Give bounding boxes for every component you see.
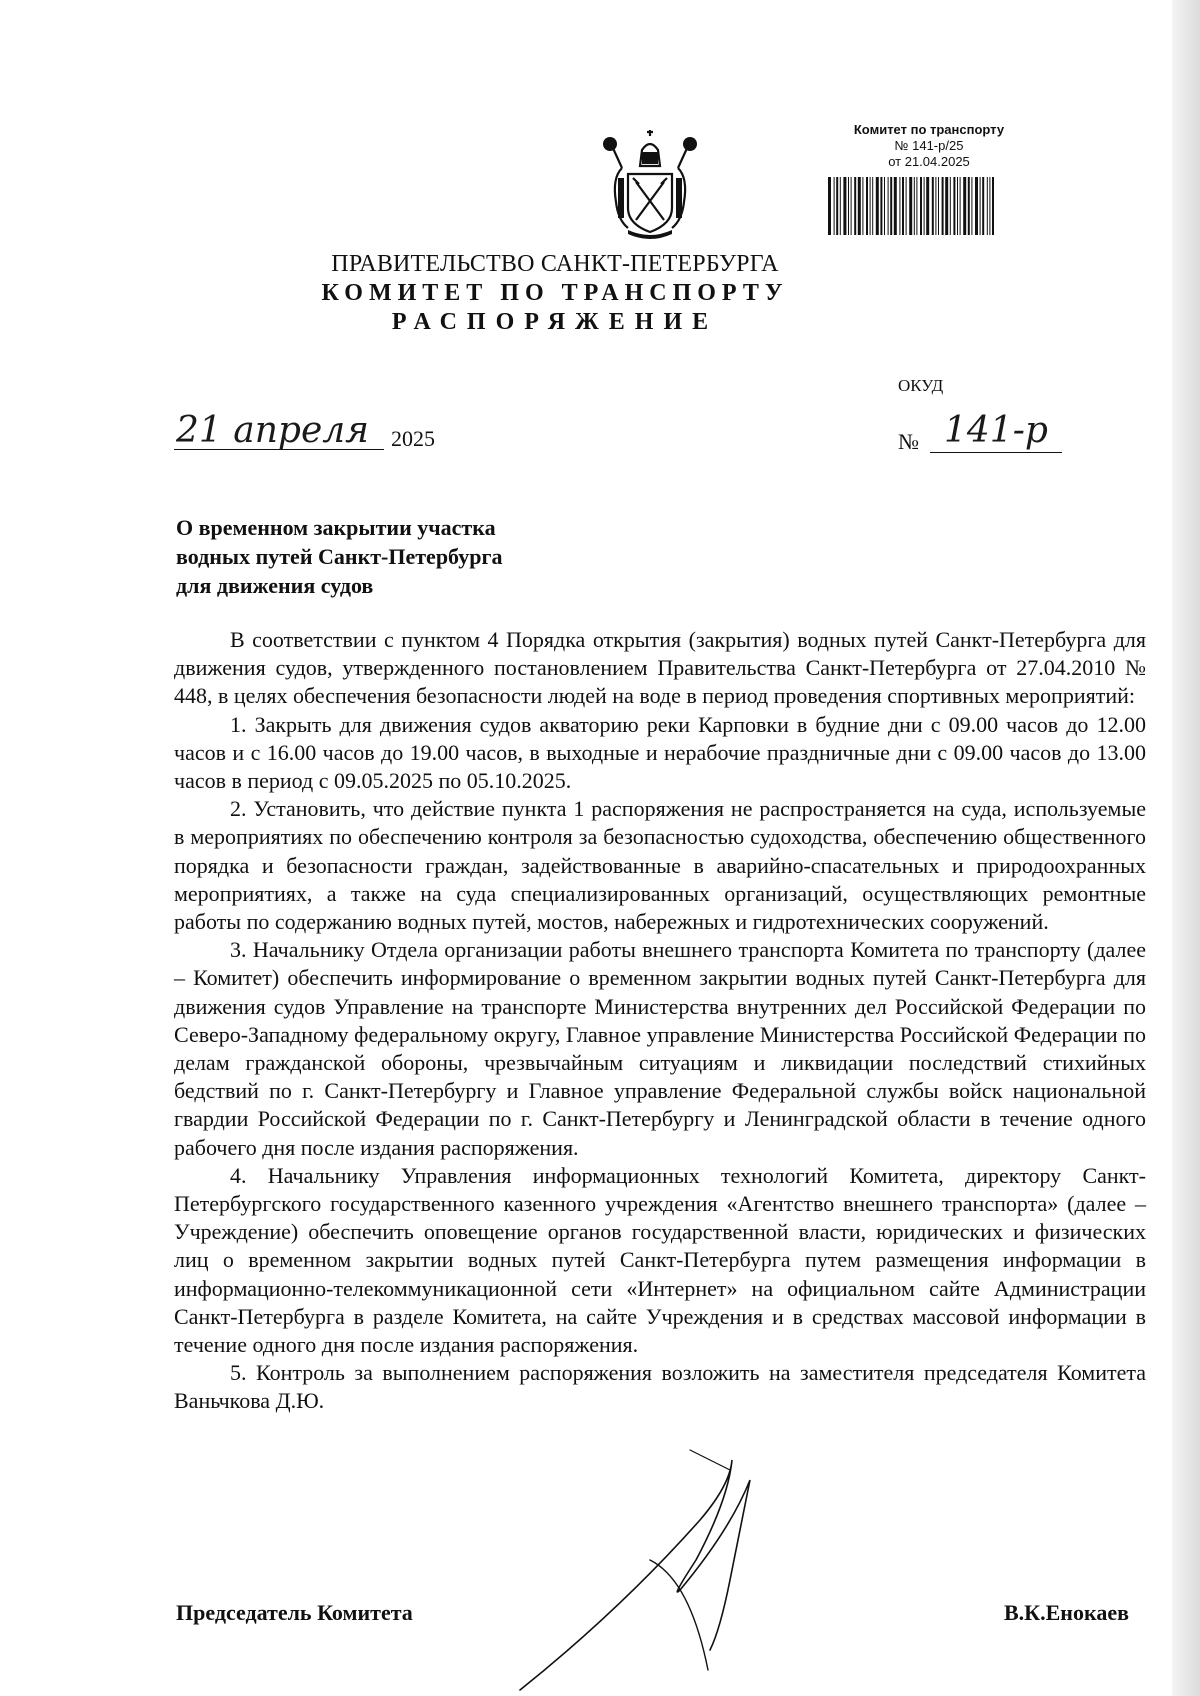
- barcode-bar: [840, 177, 841, 235]
- number-underline: [930, 452, 1062, 453]
- stamp-reg-number: № 141-р/25: [894, 138, 964, 153]
- barcode-bar: [870, 177, 871, 235]
- barcode-bar: [987, 177, 988, 235]
- signatory-name: В.К.Енокаев: [1004, 1600, 1129, 1625]
- barcode-bar: [894, 177, 897, 235]
- barcode: [826, 177, 1034, 235]
- barcode-bar: [884, 177, 885, 235]
- barcode-bar: [843, 177, 846, 235]
- document-type-title: РАСПОРЯЖЕНИЕ: [391, 309, 719, 335]
- barcode-bar: [828, 177, 831, 235]
- barcode-bar: [914, 177, 915, 235]
- barcode-bar: [932, 177, 934, 235]
- clause-2: 2. Установить, что действие пункта 1 распоряжения не распространяется на суда, используемые в мероприятиях по обеспечению контроля за безопасностью судоходства, обеспечению общественного порядка и безопасности граждан, задействованные в аварийно-спасательных и природоохранных мероприятиях, а также на суда специализированных организаций, осуществляющих ремонтные работы по содержанию водных путей, мостов, набережных и гидротехнических сооружений.: [174, 796, 1146, 935]
- handwritten-number: 141-р: [944, 410, 1048, 451]
- barcode-bar: [890, 177, 892, 235]
- barcode-bar: [942, 177, 944, 235]
- barcode-bar: [899, 177, 900, 235]
- barcode-bar: [968, 177, 970, 235]
- signatory-title: Председатель Комитета: [176, 1600, 413, 1625]
- barcode-bar: [945, 177, 948, 235]
- number-sign: №: [898, 429, 919, 454]
- date-year: 2025: [391, 426, 435, 451]
- barcode-bar: [924, 177, 925, 235]
- document-subject: [176, 513, 502, 600]
- subject-line: водных путей Санкт-Петербурга: [176, 544, 503, 569]
- clause-4: 4. Начальнику Управления информационных технологий Комитета, директору Санкт-Петербургского государственного казенного учреждения «Агентство внешнего транспорта» (далее – Учреждение) обеспечить оповещение органов государственной власти, юридических и физических лиц о временном закрытии водных путей Санкт-Петербурга путем размещения информации в информационно-телекоммуникационной сети «Интернет» на официальном сайте Администрации Санкт-Петербурга в разделе Комитета, на сайте Учреждения и в средствах массовой информации в течение одного дня после издания распоряжения.: [174, 1162, 1146, 1358]
- clause-1: 1. Закрыть для движения судов акваторию реки Карповки в будние дни с 09.00 часов до 12.00 часов и с 16.00 часов до 19.00 часов, в выходные и нерабочие праздничные дни с 09.00 часов до 13.00 часов в период с 09.05.2025 по 05.10.2025.: [174, 711, 1146, 794]
- registration-stamp: [822, 122, 1036, 170]
- preamble-paragraph: В соответствии с пунктом 4 Порядка открытия (закрытия) водных путей Санкт-Петербурга для движения судов, утвержденного постановлением Правительства Санкт-Петербурга от 27.04.2010 № 448, в целях обеспечения безопасности людей на воде в период проведения спортивных мероприятий:: [174, 627, 1146, 709]
- barcode-bar: [982, 177, 984, 235]
- barcode-bar: [880, 177, 882, 235]
- okud-label: ОКУД: [898, 376, 944, 395]
- coat-of-arms-emblem: [598, 128, 702, 240]
- barcode-bar: [862, 177, 863, 235]
- barcode-bar: [836, 177, 838, 235]
- committee-title: КОМИТЕТ ПО ТРАНСПОРТУ: [321, 280, 789, 306]
- handwritten-date: 21 апреля: [176, 410, 370, 451]
- handwritten-signature: [500, 1440, 800, 1696]
- clause-5: 5. Контроль за выполнением распоряжения возложить на заместителя председателя Комитета Ваньчкова Д.Ю.: [174, 1360, 1146, 1414]
- stamp-organization: Комитет по транспорту: [853, 122, 1005, 137]
- barcode-bar: [953, 177, 955, 235]
- barcode-bar: [834, 177, 835, 235]
- barcode-bar: [950, 177, 951, 235]
- barcode-bar: [909, 177, 912, 235]
- barcode-bar: [851, 177, 852, 235]
- clause-3: 3. Начальнику Отдела организации работы внешнего транспорта Комитета по транспорту (далее – Комитет) обеспечить информирование о временном закрытии водных путей Санкт-Петербурга для движения судов Управление на транспорте Министерства внутренних дел Российской Федерации по Северо-Западному федеральному округу, Главное управление Министерства Российской Федерации по делам гражданской обороны, чрезвычайным ситуациям и ликвидации последствий стихийных бедствий по г. Санкт-Петербургу и Главное управление Федеральной службы войск национальной гвардии Российской Федерации по г. Санкт-Петербургу и Ленинградской области в течение одного рабочего дня после издания распоряжения.: [174, 937, 1146, 1160]
- barcode-bar: [938, 177, 939, 235]
- document-body: [174, 626, 1146, 1416]
- barcode-bar: [960, 177, 961, 235]
- barcode-bar: [926, 177, 929, 235]
- barcode-bar: [866, 177, 868, 235]
- barcode-bar: [876, 177, 879, 235]
- barcode-bar: [935, 177, 936, 235]
- barcode-bar: [992, 177, 994, 235]
- barcode-bar: [957, 177, 958, 235]
- barcode-bar: [963, 177, 966, 235]
- date-underline: [174, 449, 384, 450]
- government-title: ПРАВИТЕЛЬСТВО САНКТ-ПЕТЕРБУРГА: [331, 251, 779, 277]
- subject-line: О временном закрытии участка: [176, 515, 496, 540]
- barcode-bar: [872, 177, 873, 235]
- barcode-bar: [854, 177, 856, 235]
- barcode-bar: [906, 177, 907, 235]
- barcode-bar: [971, 177, 972, 235]
- barcode-bar: [902, 177, 904, 235]
- subject-line: для движения судов: [176, 573, 374, 598]
- barcode-bar: [975, 177, 978, 235]
- barcode-bar: [858, 177, 861, 235]
- barcode-bar: [989, 177, 990, 235]
- stamp-reg-date: от 21.04.2025: [888, 154, 970, 169]
- barcode-bar: [980, 177, 981, 235]
- barcode-bar: [888, 177, 889, 235]
- scan-edge: [1172, 0, 1200, 1696]
- barcode-bar: [920, 177, 922, 235]
- barcode-bar: [916, 177, 917, 235]
- barcode-bar: [848, 177, 849, 235]
